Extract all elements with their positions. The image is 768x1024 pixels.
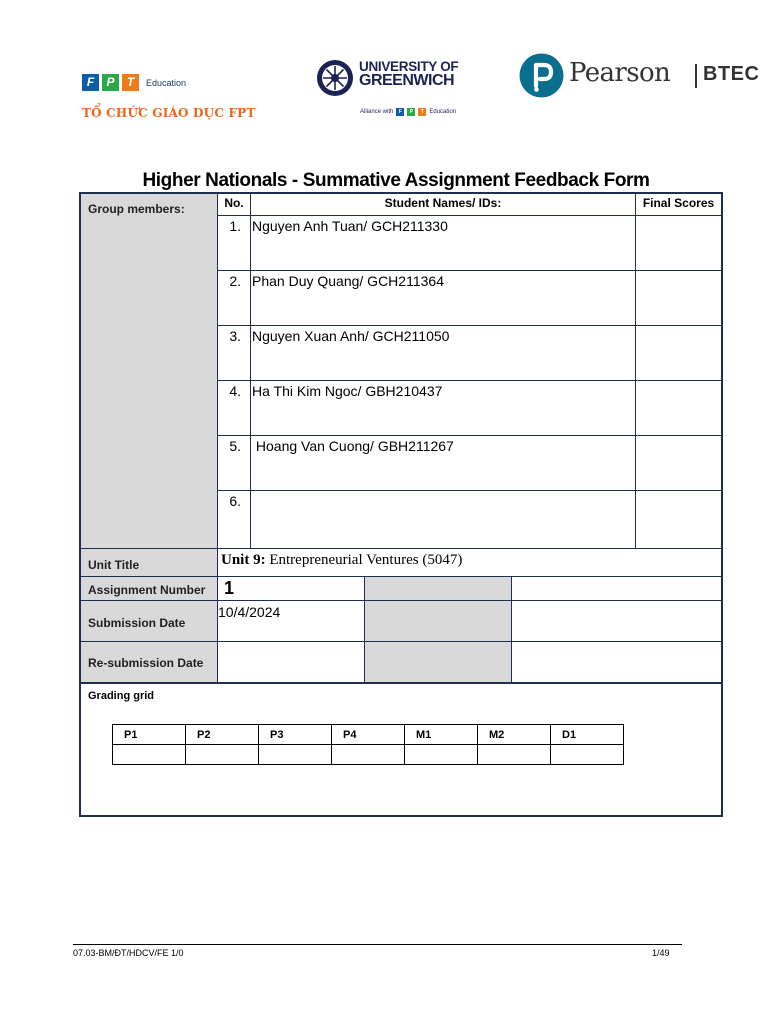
greenwich-logo-line1: UNIVERSITY OF (359, 59, 459, 74)
student-name-cell[interactable] (250, 435, 635, 490)
student-score-cell[interactable] (635, 435, 721, 490)
grading-grid-header-m2: M2 (478, 725, 551, 745)
pearson-separator (695, 64, 697, 88)
grading-grid-value-row (113, 745, 624, 765)
unit-title-value (221, 552, 462, 569)
grading-grid-value-p2[interactable] (186, 745, 259, 765)
feedback-form (79, 192, 723, 817)
alliance-label: Alliance with (360, 109, 394, 115)
resubmission-date-cell[interactable] (217, 641, 364, 682)
fpt-logo-letter-p: P (102, 74, 119, 91)
mini-fpt-f-icon: F (396, 108, 404, 116)
assignment-number-cell[interactable] (217, 576, 364, 600)
resubmission-date-extra-cell[interactable] (511, 641, 721, 682)
grading-grid-value-m1[interactable] (405, 745, 478, 765)
pearson-btec-logo (519, 53, 760, 101)
fpt-logo-letter-f: F (82, 74, 99, 91)
student-no: 5. (229, 438, 241, 454)
btec-wordmark: BTEC (703, 63, 760, 85)
student-score-cell[interactable] (635, 215, 721, 270)
fpt-education-logo (82, 74, 262, 124)
student-name: Phan Duy Quang/ GCH211364 (252, 273, 444, 289)
grading-grid-value-p4[interactable] (332, 745, 405, 765)
no-header: No. (224, 196, 244, 210)
submission-date-gray-cell (364, 600, 511, 641)
no-header-cell (217, 194, 250, 215)
grading-grid-table (112, 724, 624, 765)
student-no: 1. (229, 218, 241, 234)
grading-grid-header-m1: M1 (405, 725, 478, 745)
grading-grid-header-p2: P2 (186, 725, 259, 745)
student-names-header-cell (250, 194, 635, 215)
group-members-cell (81, 194, 217, 548)
student-name: Nguyen Xuan Anh/ GCH211050 (252, 328, 450, 344)
mini-fpt-t-icon: T (418, 108, 426, 116)
student-name: Ha Thi Kim Ngoc/ GBH210437 (252, 383, 443, 399)
student-no: 2. (229, 273, 241, 289)
footer-divider (73, 944, 682, 945)
mini-fpt-p-icon: P (407, 108, 415, 116)
unit-number: Unit 9: (221, 552, 266, 568)
resubmission-date-gray-cell (364, 641, 511, 682)
grading-grid-value-m2[interactable] (478, 745, 551, 765)
grading-grid-value-p1[interactable] (113, 745, 186, 765)
grading-grid-label: Grading grid (88, 690, 154, 702)
student-name-cell[interactable] (250, 380, 635, 435)
fpt-organization-name: TỔ CHỨC GIÁO DỤC FPT (82, 106, 256, 120)
student-name: Hoang Van Cuong/ GBH211267 (252, 438, 454, 454)
student-no-cell (217, 325, 250, 380)
student-no-cell (217, 490, 250, 548)
unit-name: Entrepreneurial Ventures (5047) (269, 552, 463, 568)
unit-title-label: Unit Title (88, 558, 140, 572)
submission-date-label: Submission Date (88, 616, 186, 630)
fpt-education-label: Education (146, 77, 187, 88)
student-no-cell (217, 380, 250, 435)
submission-date-label-cell (81, 600, 217, 641)
student-names-header: Student Names/ IDs: (384, 196, 502, 210)
student-no: 3. (229, 328, 241, 344)
grading-grid-header-p3: P3 (259, 725, 332, 745)
greenwich-seal-icon (315, 58, 355, 98)
group-members-label: Group members: (88, 202, 185, 216)
student-no: 6. (229, 493, 241, 509)
grading-grid-value-d1[interactable] (551, 745, 624, 765)
student-name-cell[interactable] (250, 325, 635, 380)
student-score-cell[interactable] (635, 325, 721, 380)
grading-grid-header-p4: P4 (332, 725, 405, 745)
grading-grid-header-row (113, 725, 624, 745)
footer-page-number: 1/49 (652, 948, 670, 958)
student-name-cell[interactable] (250, 215, 635, 270)
submission-date-value: 10/4/2024 (218, 604, 281, 620)
final-scores-header: Final Scores (642, 196, 715, 210)
fpt-logo-letter-t: T (122, 74, 139, 91)
pearson-wordmark: Pearson (569, 58, 671, 88)
grading-grid-header-p1: P1 (113, 725, 186, 745)
page-title: Higher Nationals - Summative Assignment Feedback Form (142, 170, 650, 191)
assignment-number-value: 1 (224, 578, 235, 598)
grading-grid-value-p3[interactable] (259, 745, 332, 765)
submission-date-extra-cell[interactable] (511, 600, 721, 641)
assignment-number-extra-cell[interactable] (511, 576, 721, 600)
student-score-cell[interactable] (635, 270, 721, 325)
assignment-number-gray-cell (364, 576, 511, 600)
greenwich-logo-line2: GREENWICH (359, 72, 455, 89)
student-no: 4. (229, 383, 241, 399)
unit-title-value-cell[interactable] (217, 548, 721, 576)
student-score-cell[interactable] (635, 490, 721, 548)
student-name: Nguyen Anh Tuan/ GCH211330 (252, 218, 448, 234)
student-no-cell (217, 270, 250, 325)
student-no-cell (217, 435, 250, 490)
pearson-p-icon (519, 53, 564, 98)
resubmission-date-label: Re-submission Date (88, 656, 204, 670)
grading-grid-header-d1: D1 (551, 725, 624, 745)
unit-title-label-cell (81, 548, 217, 576)
submission-date-cell[interactable] (217, 600, 364, 641)
student-name-cell[interactable] (250, 490, 635, 548)
university-of-greenwich-logo (315, 58, 475, 122)
assignment-number-label: Assignment Number (88, 583, 206, 597)
student-no-cell (217, 215, 250, 270)
student-score-cell[interactable] (635, 380, 721, 435)
alliance-org-label: Education (429, 109, 457, 115)
greenwich-alliance (360, 108, 456, 116)
resubmission-date-label-cell (81, 641, 217, 682)
footer-form-code: 07.03-BM/ĐT/HDCV/FE 1/0 (73, 948, 184, 958)
student-name-cell[interactable] (250, 270, 635, 325)
assignment-number-label-cell (81, 576, 217, 600)
final-scores-header-cell (635, 194, 721, 215)
